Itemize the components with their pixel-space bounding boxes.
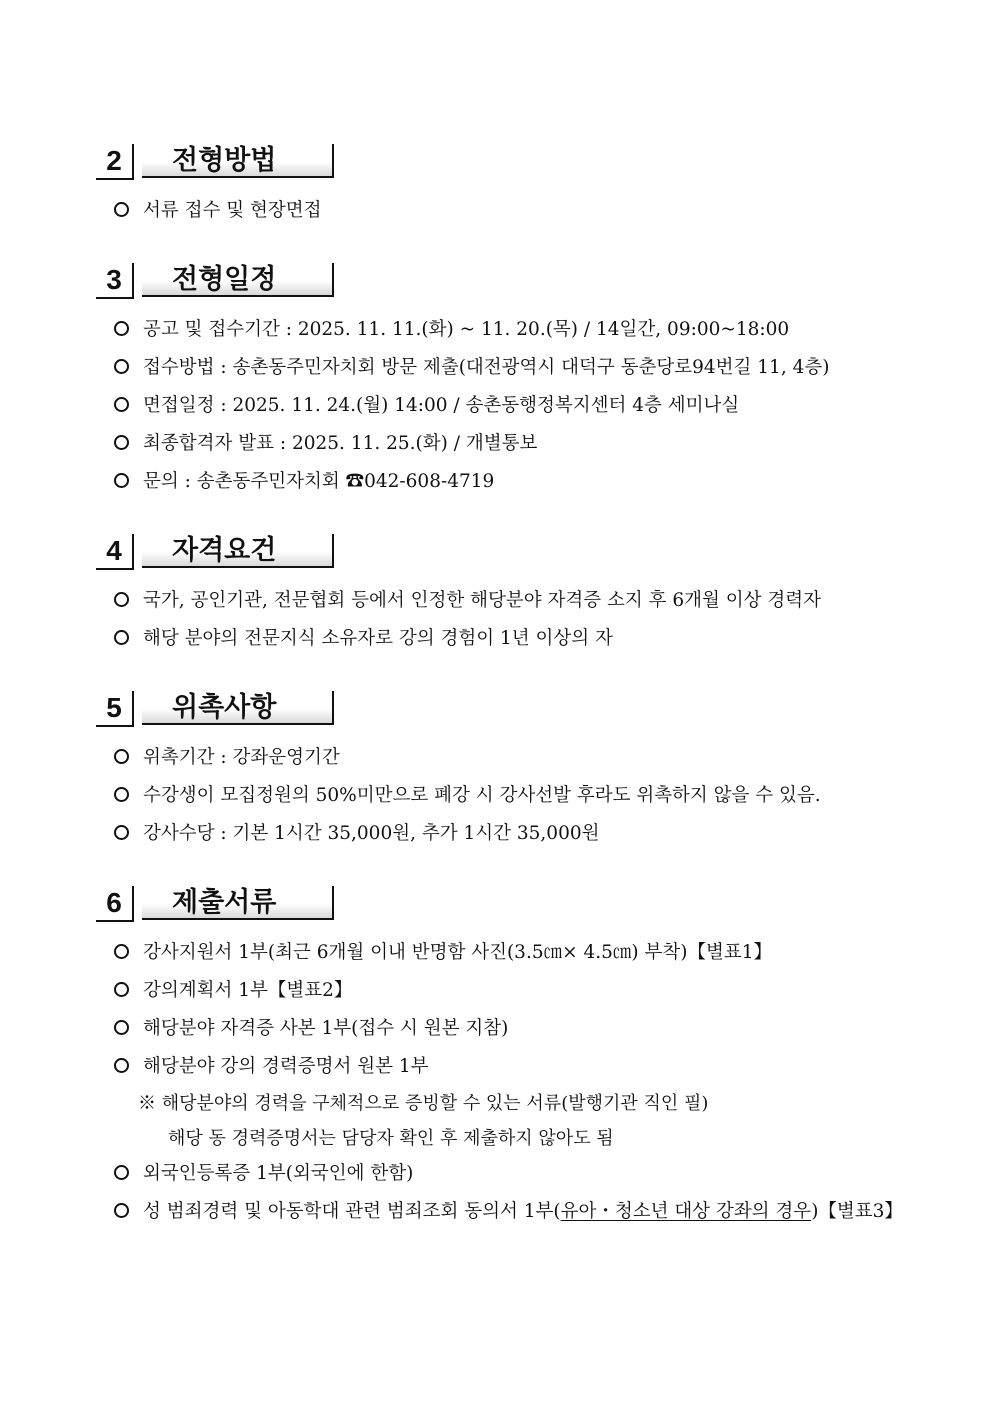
list-item: 접수방법 : 송촌동주민자치회 방문 제출(대전광역시 대덕구 동춘당로94번길 11, 4층): [114, 356, 829, 380]
section-header-6: [96, 886, 338, 922]
circle-bullet-icon: [114, 1058, 129, 1073]
section-number: 6: [96, 886, 134, 922]
list-item: 강의계획서 1부【별표2】: [114, 979, 352, 1003]
circle-bullet-icon: [114, 982, 129, 997]
list-item: 성 범죄경력 및 아동학대 관련 범죄조회 동의서 1부(유아・청소년 대상 강좌의 경우)【별표3】: [114, 1200, 903, 1224]
list-item: 위촉기간 : 강좌운영기간: [114, 746, 340, 770]
list-item: 해당분야 자격증 사본 1부(접수 시 원본 지참): [114, 1017, 508, 1041]
circle-bullet-icon: [114, 825, 129, 840]
section-number: 5: [96, 691, 134, 727]
list-item: 공고 및 접수기간 : 2025. 11. 11.(화) ~ 11. 20.(목) / 14일간, 09:00~18:00: [114, 318, 789, 342]
note-line: ※ 해당분야의 경력을 구체적으로 증빙할 수 있는 서류(발행기관 직인 필): [138, 1093, 709, 1114]
section-title: 전형일정: [142, 263, 334, 297]
circle-bullet-icon: [114, 944, 129, 959]
circle-bullet-icon: [114, 397, 129, 412]
section-header-3: [96, 263, 338, 299]
section-number: 4: [96, 534, 134, 570]
circle-bullet-icon: [114, 1020, 129, 1035]
list-item: 수강생이 모집정원의 50%미만으로 폐강 시 강사선발 후라도 위촉하지 않을 수 있음.: [114, 784, 821, 808]
circle-bullet-icon: [114, 630, 129, 645]
circle-bullet-icon: [114, 321, 129, 336]
circle-bullet-icon: [114, 473, 129, 488]
underlined-condition: 유아・청소년 대상 강좌의 경우: [560, 1201, 812, 1222]
list-item: 국가, 공인기관, 전문협회 등에서 인정한 해당분야 자격증 소지 후 6개월 이상 경력자: [114, 589, 821, 613]
circle-bullet-icon: [114, 202, 129, 217]
section-header-5: [96, 691, 338, 727]
circle-bullet-icon: [114, 592, 129, 607]
list-item: 면접일정 : 2025. 11. 24.(월) 14:00 / 송촌동행정복지센터 4층 세미나실: [114, 394, 739, 418]
circle-bullet-icon: [114, 1165, 129, 1180]
list-item: 문의 : 송촌동주민자치회 ☎042-608-4719: [114, 470, 494, 494]
section-title: 위촉사항: [142, 691, 334, 725]
circle-bullet-icon: [114, 1203, 129, 1218]
section-number: 2: [96, 144, 134, 180]
list-item: 강사지원서 1부(최근 6개월 이내 반명함 사진(3.5㎝× 4.5㎝) 부착)【별표1】: [114, 941, 772, 965]
section-title: 자격요건: [142, 534, 334, 568]
section-title: 전형방법: [142, 144, 334, 178]
section-header-4: [96, 534, 338, 570]
list-item: 최종합격자 발표 : 2025. 11. 25.(화) / 개별통보: [114, 432, 537, 456]
circle-bullet-icon: [114, 435, 129, 450]
list-item: 강사수당 : 기본 1시간 35,000원, 추가 1시간 35,000원: [114, 822, 599, 846]
section-number: 3: [96, 263, 134, 299]
list-item: 해당 분야의 전문지식 소유자로 강의 경험이 1년 이상의 자: [114, 627, 613, 651]
circle-bullet-icon: [114, 359, 129, 374]
section-header-2: [96, 144, 338, 180]
circle-bullet-icon: [114, 749, 129, 764]
section-title: 제출서류: [142, 886, 334, 920]
circle-bullet-icon: [114, 787, 129, 802]
list-item: 해당분야 강의 경력증명서 원본 1부: [114, 1055, 429, 1079]
list-item: 외국인등록증 1부(외국인에 한함): [114, 1162, 413, 1186]
note-line: 해당 동 경력증명서는 담당자 확인 후 제출하지 않아도 됨: [168, 1128, 614, 1149]
list-item: 서류 접수 및 현장면접: [114, 199, 321, 223]
